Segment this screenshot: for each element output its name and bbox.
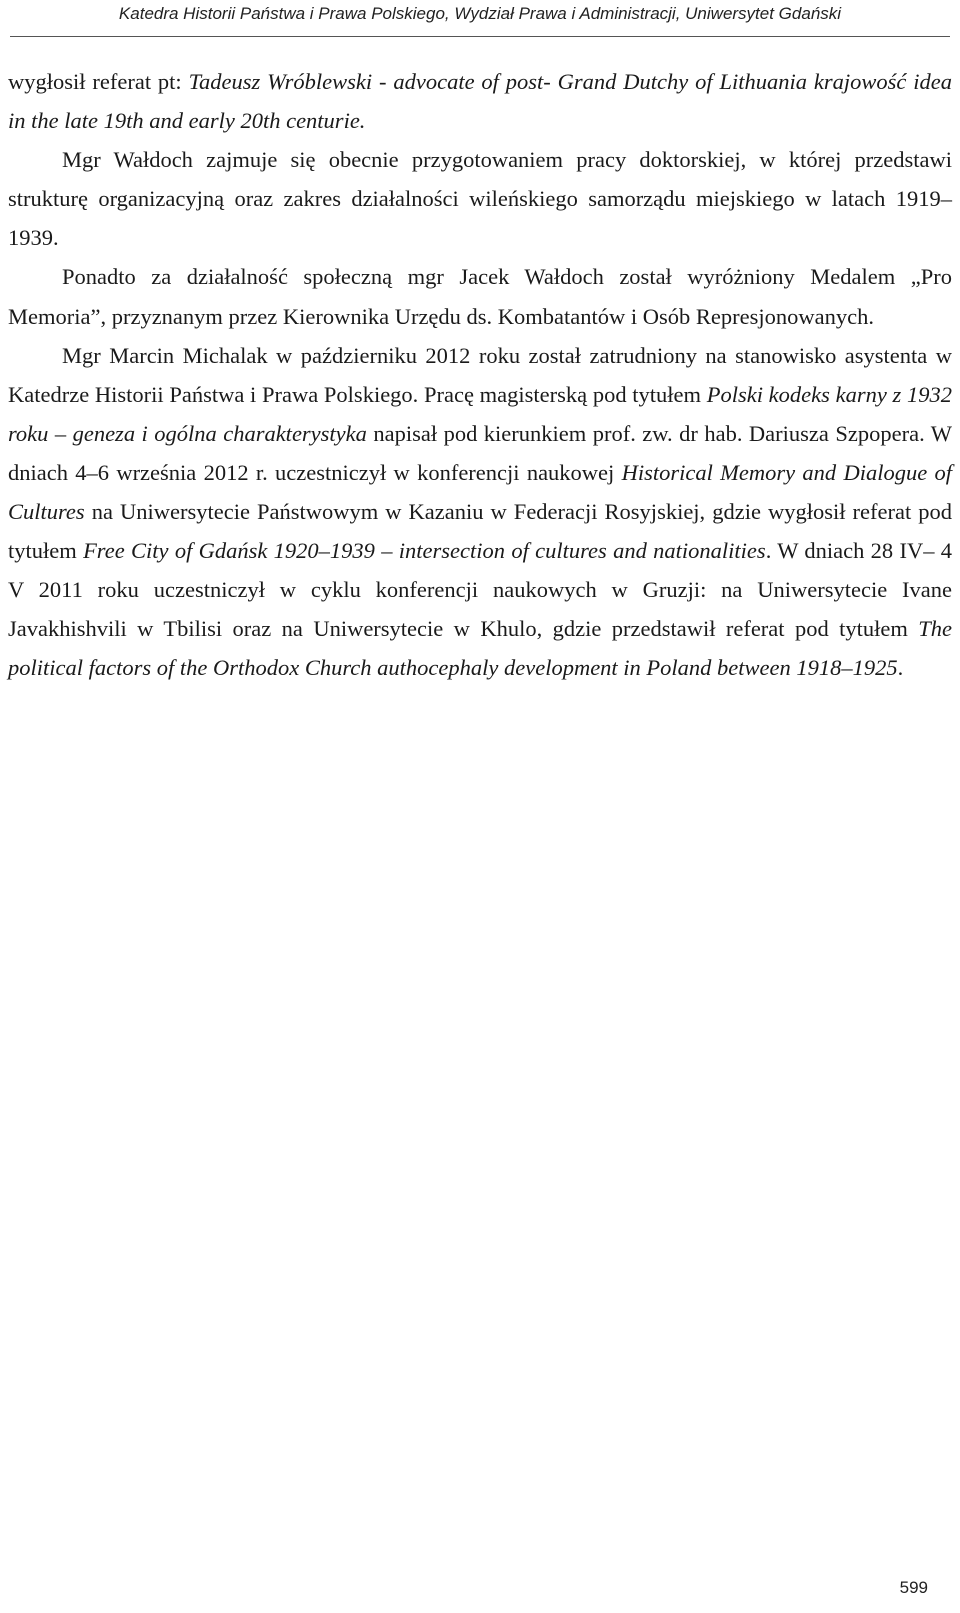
paragraph-referat-continuation [8, 62, 952, 140]
text-span: . W dniach 28 IV– 4 V 2011 roku uczestniczył w cyklu konferencji naukowych w Gruzji: na Uniwersytecie Ivane Javakhishvili w Tbilisi oraz na Uniwersytecie w Khulo, gdzie przedstawił referat pod tytułem [8, 538, 953, 642]
text-span: Mgr Marcin Michalak w październiku 2012 roku został zatrudniony na stanowisko asystenta w Katedrze Historii Państwa i Prawa Polskiego. Pracę magisterską pod tytułem [8, 342, 952, 407]
text-span: napisał pod kierunkiem prof. zw. dr hab. Dariusza Szpopera. W dniach 4–6 września 2012 r. uczestniczył w konferencji naukowej [8, 420, 952, 485]
text-span: wygłosił referat pt: [8, 69, 189, 94]
referat-title: The political factors of the Orthodox Church authocephaly development in Poland between 1918–1925 [8, 616, 952, 681]
text-span: Mgr Wałdoch zajmuje się obecnie przygotowaniem pracy doktorskiej, w której przedstawi strukturę organizacyjną oraz zakres działalności wileńskiego samorządu miejskiego w latach 1919–1939. [8, 147, 952, 251]
text-span: na Uniwersytecie Państwowym w Kazaniu w Federacji Rosyjskiej, gdzie wygłosił referat pod tytułem [8, 499, 952, 564]
referat-title: Tadeusz Wróblewski - advocate of post- Grand Dutchy of Lithuania krajowość idea in the late 19th and early 20th centurie. [8, 69, 952, 134]
article-body [8, 62, 952, 688]
running-head [10, 0, 950, 37]
paragraph-michalak [8, 336, 952, 688]
running-head-text: Katedra Historii Państwa i Prawa Polskiego, Wydział Prawa i Administracji, Uniwersytet Gdański [118, 4, 842, 23]
text-span: . [897, 655, 904, 681]
text-span: Ponadto za działalność społeczną mgr Jacek Wałdoch został wyróżniony Medalem „Pro Memoria”, przyznanym przez Kierownika Urzędu ds. Kombatantów i Osób Represjonowanych. [8, 264, 952, 329]
referat-title: Free City of Gdańsk 1920–1939 – intersection of cultures and nationalities [83, 538, 766, 564]
conference-title: Historical Memory and Dialogue of Cultures [8, 459, 952, 525]
thesis-title: Polski kodeks karny z 1932 roku – geneza i ogólna charakterystyka [8, 381, 952, 446]
paragraph-medal [8, 257, 952, 335]
paragraph-doctoral-work [8, 140, 952, 257]
page-number: 599 [899, 1578, 928, 1597]
